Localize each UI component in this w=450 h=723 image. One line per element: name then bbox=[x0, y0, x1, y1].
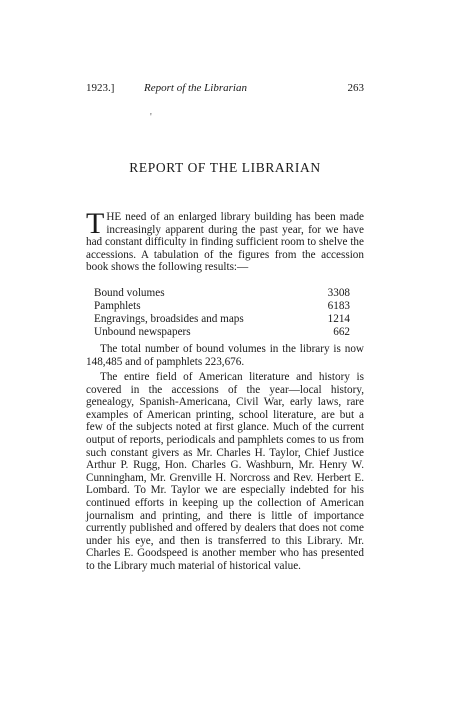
running-head bbox=[86, 82, 364, 100]
accession-label: Pamphlets bbox=[94, 300, 141, 312]
table-row bbox=[94, 287, 362, 300]
printer-mark: ' bbox=[150, 112, 152, 123]
accession-count: 6183 bbox=[327, 300, 350, 312]
drop-cap: T bbox=[86, 207, 105, 240]
intro-paragraph bbox=[86, 207, 364, 274]
volumes-paragraph: The total number of bound volumes in the library is now 148,485 and of pamphlets 223,676. bbox=[86, 343, 364, 368]
table-row bbox=[94, 313, 362, 326]
intro-paragraph-text: HE need of an enlarged library building has been made increasingly apparent during the past year, for we have had constant difficulty in finding sufficient room to shelve the accessions. A tabulation of the figures from the accession book shows the following results:— bbox=[86, 211, 364, 274]
collections-paragraph: The entire field of American literature and history is covered in the accessions of the year—local history, genealogy, Spanish-Americana, Civil War, early laws, rare examples of American printing, school literature, are but a few of the subjects noted at first glance. Much of the current output of reports, periodicals and pamphlets comes to us from such constant givers as Mr. Charles H. Taylor, Chief Justice Arthur P. Rugg, Hon. Charles G. Washburn, Mr. Henry W. Cunningham, Mr. Grenville H. Norcross and Rev. Herbert E. Lombard. To Mr. Taylor we are especially indebted for his continued efforts in keeping up the collection of American journalism and printing, and there is little of importance currently published and offered by dealers that does not come under his eye, and then is transferred to this Library. Mr. Charles E. Goodspeed is another member who has presented to the Library much material of historical value. bbox=[86, 371, 364, 572]
accession-label: Engravings, broadsides and maps bbox=[94, 313, 244, 325]
table-row bbox=[94, 300, 362, 313]
table-row bbox=[94, 326, 362, 339]
accession-count: 3308 bbox=[327, 287, 350, 299]
accession-label: Unbound newspapers bbox=[94, 326, 191, 338]
accessions-table bbox=[94, 287, 362, 339]
page-number: 263 bbox=[347, 82, 364, 94]
accession-count: 1214 bbox=[327, 313, 350, 325]
accession-label: Bound volumes bbox=[94, 287, 165, 299]
running-head-year: 1923.] bbox=[86, 82, 115, 94]
running-head-title: Report of the Librarian bbox=[144, 82, 247, 94]
section-heading: REPORT OF THE LIBRARIAN bbox=[129, 160, 321, 175]
accession-count: 662 bbox=[333, 326, 350, 338]
